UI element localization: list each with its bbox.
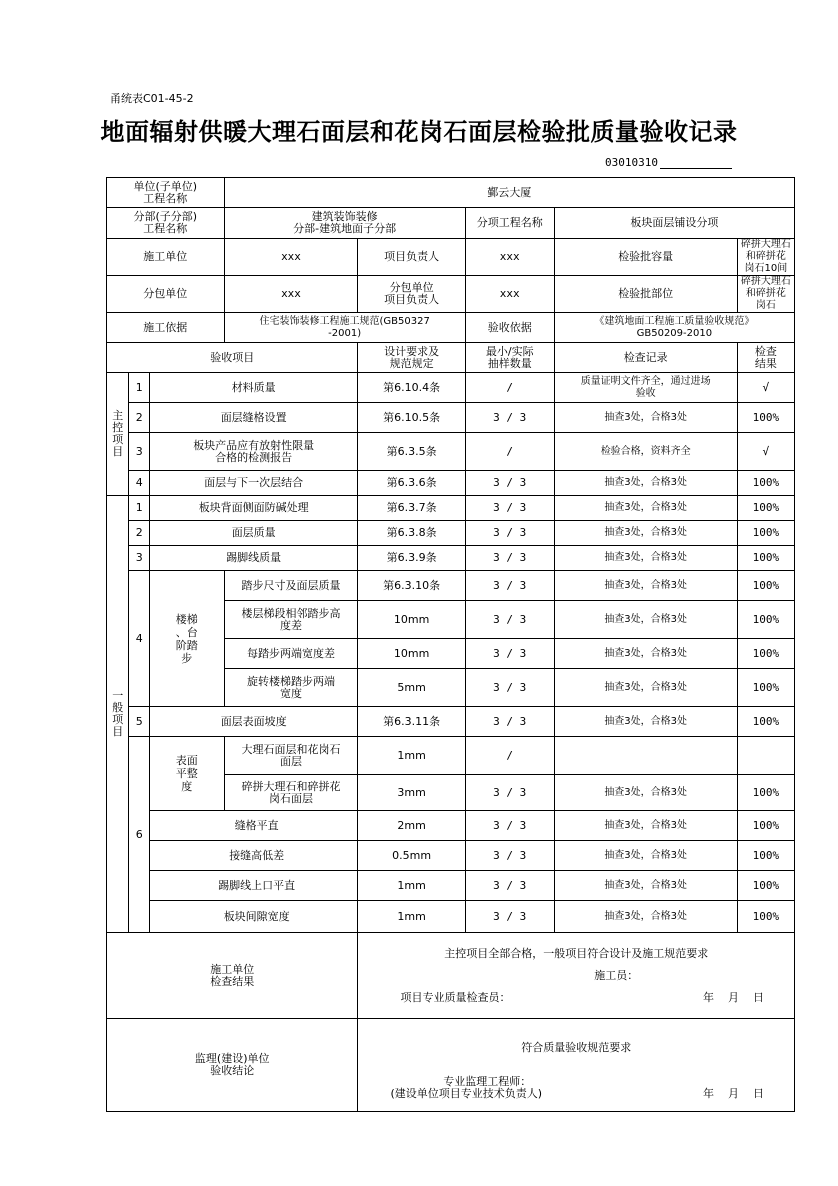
tolerance-item-spec: 2mm	[358, 811, 465, 841]
item-sample: 3 / 3	[465, 496, 554, 521]
tolerance-item-record: 抽查3处，合格3处	[554, 901, 737, 933]
tolerance-row	[107, 901, 795, 933]
tolerance-item-spec: 1mm	[358, 901, 465, 933]
supervisor-conclusion: 符合质量验收规范要求	[521, 1041, 632, 1054]
stairs-item-name: 旋转楼梯踏步两端 宽度	[224, 669, 358, 707]
item-name: 面层缝格设置	[149, 403, 358, 433]
flatness-item-record	[554, 737, 737, 775]
date-day: 日	[753, 990, 764, 1004]
item-name: 踢脚线质量	[149, 546, 358, 571]
item-number: 3	[129, 546, 149, 571]
stairs-item-record: 抽查3处，合格3处	[554, 601, 737, 639]
tolerance-item-sample: 3 / 3	[465, 841, 554, 871]
item-result: 100%	[737, 521, 794, 546]
serial-number	[605, 156, 732, 169]
flatness-item-name: 大理石面层和花岗石 面层	[224, 737, 358, 775]
general-group-label: 一 般 项 目	[107, 496, 129, 933]
engineer-label: 专业监理工程师：	[443, 1075, 532, 1088]
tolerance-item-name: 板块间隙宽度	[149, 901, 358, 933]
flatness-item-record: 抽查3处，合格3处	[554, 775, 737, 811]
subdiv-label: 分部(子分部) 工程名称	[107, 208, 225, 239]
contractor-conclusion: 主控项目全部合格，一般项目符合设计及施工规范要求	[444, 946, 709, 960]
item-spec: 第6.3.5条	[358, 433, 465, 471]
item-result: √	[737, 373, 794, 403]
pm-value: xxx	[465, 239, 554, 276]
batch-loc-label: 检验批部位	[554, 276, 737, 313]
accept-basis-label: 验收依据	[465, 313, 554, 343]
supervisor-check-label: 监理(建设)单位 验收结论	[107, 1019, 358, 1112]
stairs-row	[107, 571, 795, 601]
stairs-item-record: 抽查3处，合格3处	[554, 669, 737, 707]
page-title: 地面辐射供暖大理石面层和花岗石面层检验批质量验收记录	[100, 118, 738, 146]
tolerance-item-name: 接缝高低差	[149, 841, 358, 871]
tolerance-item-record: 抽查3处，合格3处	[554, 841, 737, 871]
contractor-check-row	[107, 933, 795, 1019]
sub-pm-label: 分包单位 项目负责人	[358, 276, 465, 313]
batch-cap-value: 碎拼大理石和碎拼花 岗石10间	[737, 239, 794, 276]
row-basis	[107, 313, 795, 343]
main-item-row	[107, 373, 795, 403]
tolerance-item-result: 100%	[737, 871, 794, 901]
tolerance-item-record: 抽查3处，合格3处	[554, 811, 737, 841]
slope-name: 面层表面坡度	[149, 707, 358, 737]
contractor-value: xxx	[224, 239, 358, 276]
tolerance-item-sample: 3 / 3	[465, 901, 554, 933]
item-record: 质量证明文件齐全，通过进场 验收	[554, 373, 737, 403]
item-number: 1	[129, 373, 149, 403]
item-spec: 第6.3.6条	[358, 471, 465, 496]
stairs-item-record: 抽查3处，合格3处	[554, 639, 737, 669]
slope-record: 抽查3处，合格3处	[554, 707, 737, 737]
stairs-item-result: 100%	[737, 669, 794, 707]
item-record: 抽查3处，合格3处	[554, 546, 737, 571]
item-sample: /	[465, 373, 554, 403]
slope-row	[107, 707, 795, 737]
subitem-label: 分项工程名称	[465, 208, 554, 239]
item-result: 100%	[737, 546, 794, 571]
flatness-item-sample: /	[465, 737, 554, 775]
date-month: 月	[728, 990, 739, 1004]
item-spec: 第6.3.9条	[358, 546, 465, 571]
serial-value: 03010310	[605, 156, 658, 169]
general-item-row	[107, 496, 795, 521]
stairs-item-name: 每踏步两端宽度差	[224, 639, 358, 669]
flatness-row	[107, 737, 795, 775]
date-year: 年	[703, 1087, 714, 1100]
batch-loc-value: 碎拼大理石和碎拼花 岗石	[737, 276, 794, 313]
accept-basis-value: 《建筑地面工程施工质量验收规范》 GB50209-2010	[554, 313, 794, 343]
supervisor-check-row	[107, 1019, 795, 1112]
slope-sample: 3 / 3	[465, 707, 554, 737]
col-sample-header: 最小/实际 抽样数量	[465, 343, 554, 373]
stairs-item-sample: 3 / 3	[465, 571, 554, 601]
inspection-form	[106, 177, 795, 1112]
basis-label: 施工依据	[107, 313, 225, 343]
item-name: 面层与下一次层结合	[149, 471, 358, 496]
item-number: 1	[129, 496, 149, 521]
item-result: 100%	[737, 403, 794, 433]
tolerance-item-record: 抽查3处，合格3处	[554, 871, 737, 901]
sub-pm-value: xxx	[465, 276, 554, 313]
row-subdivision	[107, 208, 795, 239]
item-sample: 3 / 3	[465, 546, 554, 571]
item-number: 2	[129, 403, 149, 433]
basis-value: 住宅装饰装修工程施工规范(GB50327 -2001)	[224, 313, 465, 343]
tolerance-item-name: 踢脚线上口平直	[149, 871, 358, 901]
col-result-header: 检查 结果	[737, 343, 794, 373]
general-item-row	[107, 521, 795, 546]
item-name: 板块产品应有放射性限量 合格的检测报告	[149, 433, 358, 471]
tolerance-item-spec: 1mm	[358, 871, 465, 901]
tolerance-row	[107, 871, 795, 901]
subcontractor-value: xxx	[224, 276, 358, 313]
stairs-item-sample: 3 / 3	[465, 601, 554, 639]
row-unit	[107, 178, 795, 208]
stairs-item-sample: 3 / 3	[465, 669, 554, 707]
stairs-item-result: 100%	[737, 601, 794, 639]
col-record-header: 检查记录	[554, 343, 737, 373]
general-item-row	[107, 546, 795, 571]
date-day: 日	[753, 1087, 764, 1100]
item-spec: 第6.3.8条	[358, 521, 465, 546]
tolerance-item-result: 100%	[737, 811, 794, 841]
item-sample: 3 / 3	[465, 471, 554, 496]
tolerance-number: 6	[129, 737, 149, 933]
tolerance-item-result: 100%	[737, 901, 794, 933]
unit-label: 单位(子单位) 工程名称	[107, 178, 225, 208]
row-column-headers	[107, 343, 795, 373]
subitem-value: 板块面层铺设分项	[554, 208, 794, 239]
item-result: 100%	[737, 471, 794, 496]
item-spec: 第6.10.4条	[358, 373, 465, 403]
flatness-item-sample: 3 / 3	[465, 775, 554, 811]
stairs-item-spec: 第6.3.10条	[358, 571, 465, 601]
contractor-check-label: 施工单位 检查结果	[107, 933, 358, 1019]
item-number: 2	[129, 521, 149, 546]
serial-blank	[660, 156, 732, 169]
stairs-item-name: 楼层梯段相邻踏步高 度差	[224, 601, 358, 639]
main-group-label: 主 控 项 目	[107, 373, 129, 496]
engineer-note: (建设单位项目专业技术负责人)	[390, 1087, 543, 1100]
flatness-item-result	[737, 737, 794, 775]
item-result: 100%	[737, 496, 794, 521]
stairs-item-spec: 10mm	[358, 639, 465, 669]
item-sample: 3 / 3	[465, 521, 554, 546]
col-item-header: 验收项目	[107, 343, 358, 373]
unit-value: 鄞云大厦	[224, 178, 794, 208]
contractor-date	[689, 992, 764, 1004]
subdiv-value: 建筑装饰装修 分部-建筑地面子分部	[224, 208, 465, 239]
tolerance-item-sample: 3 / 3	[465, 871, 554, 901]
main-item-row	[107, 403, 795, 433]
stairs-item-result: 100%	[737, 639, 794, 669]
item-record: 抽查3处，合格3处	[554, 403, 737, 433]
stairs-number: 4	[129, 571, 149, 707]
row-subcontractor	[107, 276, 795, 313]
worker-label: 施工员：	[594, 968, 639, 982]
stairs-item-spec: 5mm	[358, 669, 465, 707]
tolerance-item-name: 缝格平直	[149, 811, 358, 841]
item-sample: 3 / 3	[465, 403, 554, 433]
item-sample: /	[465, 433, 554, 471]
row-contractor	[107, 239, 795, 276]
flatness-label: 表面 平整 度	[149, 737, 224, 811]
flatness-item-name: 碎拼大理石和碎拼花 岗石面层	[224, 775, 358, 811]
subcontractor-label: 分包单位	[107, 276, 225, 313]
tolerance-row	[107, 841, 795, 871]
item-number: 4	[129, 471, 149, 496]
contractor-label: 施工单位	[107, 239, 225, 276]
item-name: 材料质量	[149, 373, 358, 403]
date-year: 年	[703, 990, 714, 1004]
supervisor-date	[689, 1088, 764, 1100]
flatness-item-spec: 1mm	[358, 737, 465, 775]
item-spec: 第6.10.5条	[358, 403, 465, 433]
form-code: 甬统表C01-45-2	[110, 92, 194, 105]
tolerance-item-sample: 3 / 3	[465, 811, 554, 841]
slope-result: 100%	[737, 707, 794, 737]
slope-spec: 第6.3.11条	[358, 707, 465, 737]
item-result: √	[737, 433, 794, 471]
batch-cap-label: 检验批容量	[554, 239, 737, 276]
tolerance-item-spec: 0.5mm	[358, 841, 465, 871]
flatness-item-spec: 3mm	[358, 775, 465, 811]
stairs-item-spec: 10mm	[358, 601, 465, 639]
item-record: 抽查3处，合格3处	[554, 521, 737, 546]
pm-label: 项目负责人	[358, 239, 465, 276]
stairs-item-result: 100%	[737, 571, 794, 601]
stairs-label: 楼梯 、台 阶踏 步	[149, 571, 224, 707]
supervisor-sign-block	[390, 1075, 543, 1100]
item-record: 抽查3处，合格3处	[554, 496, 737, 521]
tolerance-row	[107, 811, 795, 841]
item-record: 检验合格，资料齐全	[554, 433, 737, 471]
stairs-item-sample: 3 / 3	[465, 639, 554, 669]
inspector-label: 项目专业质量检查员：	[400, 990, 511, 1004]
item-name: 面层质量	[149, 521, 358, 546]
stairs-item-name: 踏步尺寸及面层质量	[224, 571, 358, 601]
item-number: 3	[129, 433, 149, 471]
item-record: 抽查3处，合格3处	[554, 471, 737, 496]
stairs-item-record: 抽查3处，合格3处	[554, 571, 737, 601]
main-item-row	[107, 433, 795, 471]
flatness-item-result: 100%	[737, 775, 794, 811]
tolerance-item-result: 100%	[737, 841, 794, 871]
slope-number: 5	[129, 707, 149, 737]
item-spec: 第6.3.7条	[358, 496, 465, 521]
col-design-header: 设计要求及 规范规定	[358, 343, 465, 373]
main-item-row	[107, 471, 795, 496]
contractor-check-body	[358, 933, 795, 1019]
supervisor-check-body	[358, 1019, 795, 1112]
date-month: 月	[728, 1087, 739, 1100]
item-name: 板块背面侧面防碱处理	[149, 496, 358, 521]
